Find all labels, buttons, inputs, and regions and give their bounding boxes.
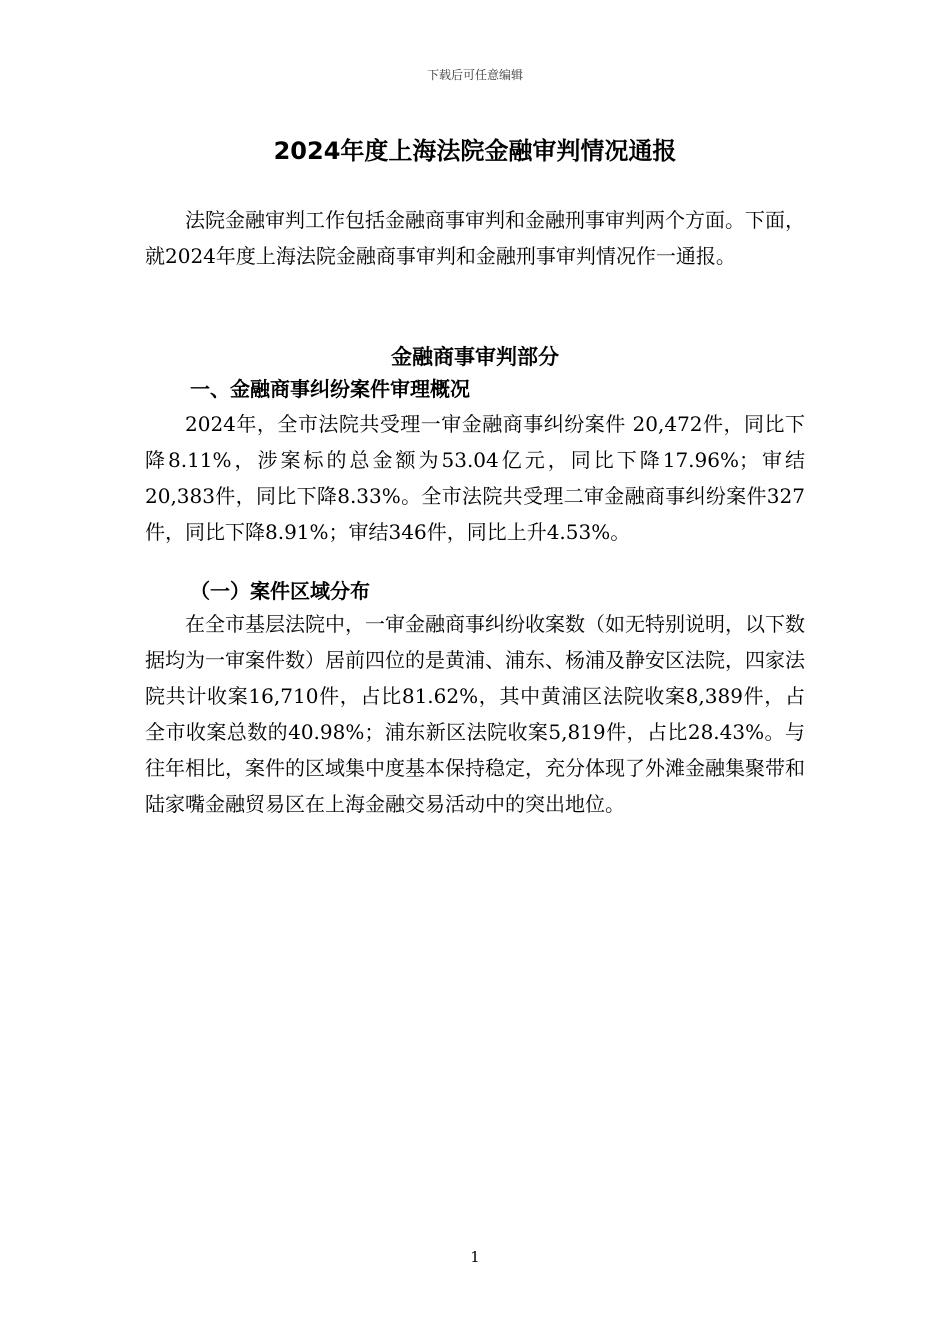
intro-paragraph: 法院金融审判工作包括金融商事审判和金融刑事审判两个方面。下面，就2024年度上海法院金融商事审判和金融刑事审判情况作一通报。 <box>145 208 805 268</box>
page-header-note: 下载后可任意编辑 <box>426 68 523 82</box>
regional-distribution-paragraph: 在全市基层法院中，一审金融商事纠纷收案数（如无特别说明，以下数据均为一审案件数）居前四位的是黄浦、浦东、杨浦及静安区法院，四家法院共计收案16,710件，占比81.62%，其中黄浦区法院收案8,389件，占全市收案总数的40.98%；浦东新区法院收案5,819件，占比28.43%。与往年相比，案件的区域集中度基本保持稳定，充分体现了外滩金融集聚带和陆家嘴金融贸易区在上海金融交易活动中的突出地位。 <box>145 612 805 816</box>
overview-paragraph: 2024年，全市法院共受理一审金融商事纠纷案件 20,472件，同比下降8.11%，涉案标的总金额为53.04亿元，同比下降17.96%；审结20,383件，同比下降8.33%。全市法院共受理二审金融商事纠纷案件327件，同比下降8.91%；审结346件，同比上升4.53%。 <box>145 412 805 544</box>
section-title: 金融商事审判部分 <box>391 345 559 369</box>
subheading-regional-distribution: （一）案件区域分布 <box>190 579 370 603</box>
document-title: 2024年度上海法院金融审判情况通报 <box>273 137 677 165</box>
page-number: 1 <box>470 1248 480 1266</box>
heading-overview: 一、金融商事纠纷案件审理概况 <box>190 377 470 401</box>
